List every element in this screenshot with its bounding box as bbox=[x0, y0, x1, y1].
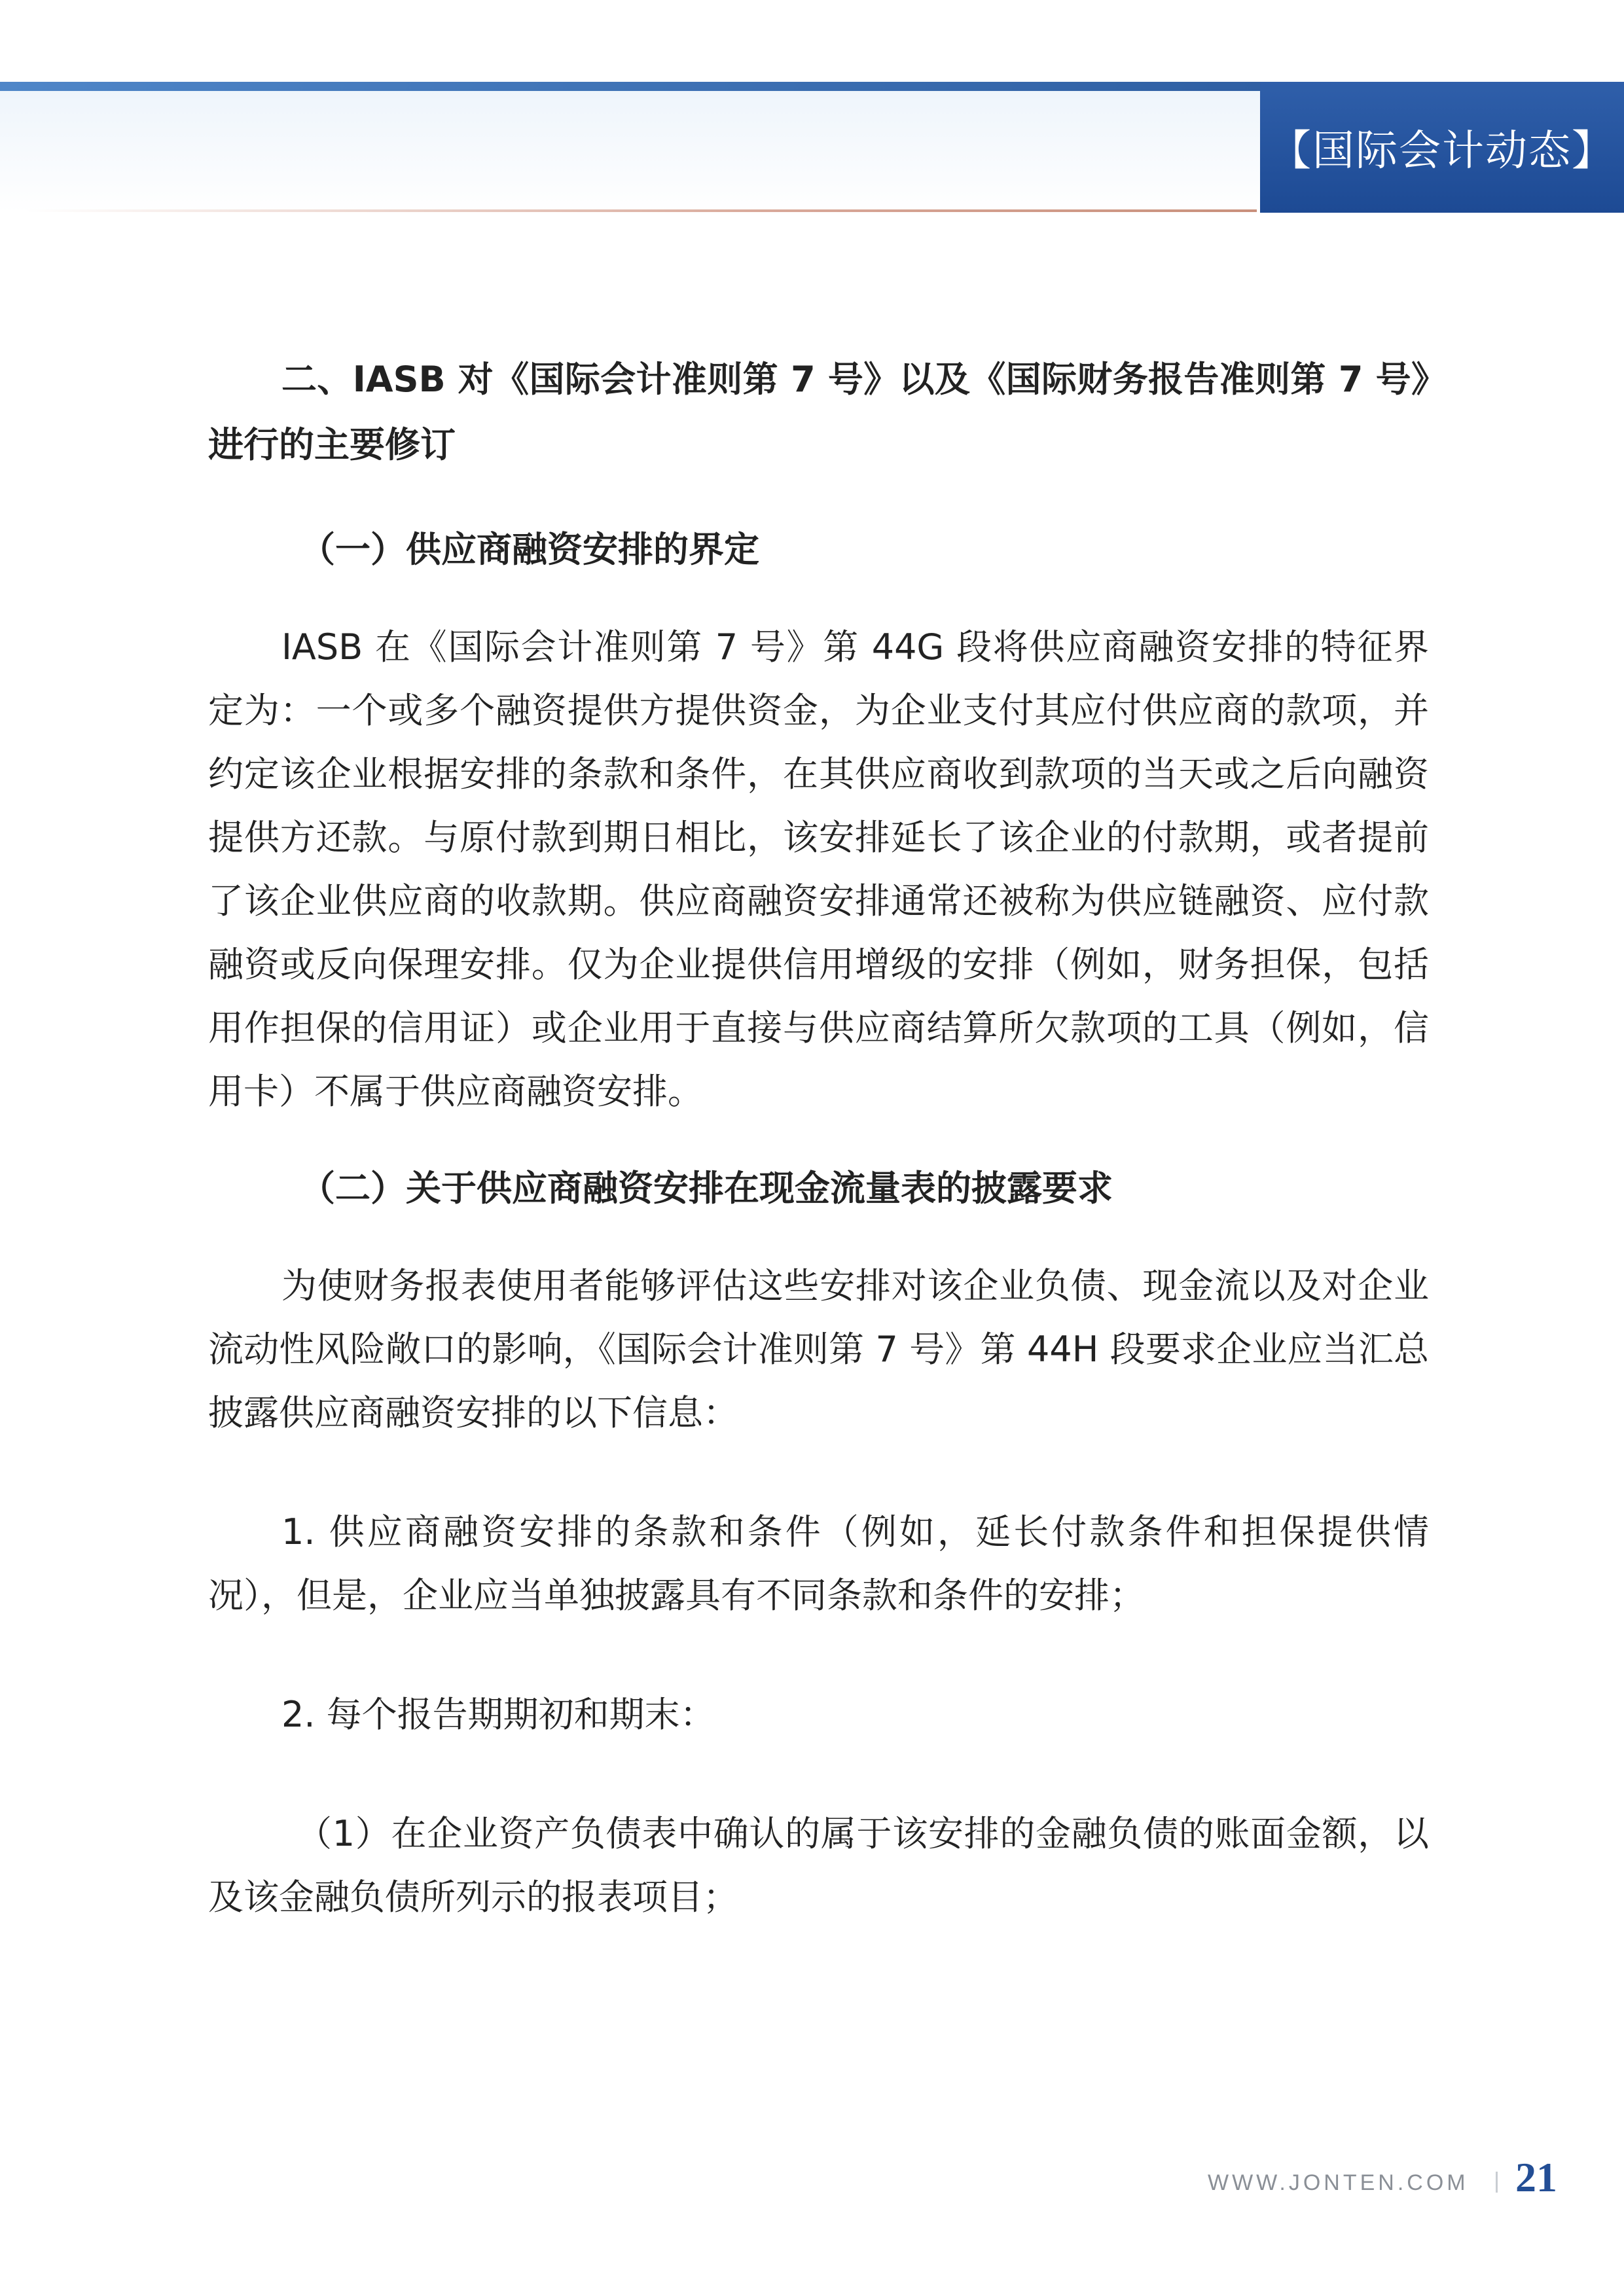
section2-intro: 为使财务报表使用者能够评估这些安排对该企业负债、现金流以及对企业流动性风险敞口的影响，《国际会计准则第 7 号》第 44H 段要求企业应当汇总披露供应商融资安排的以下信息： bbox=[208, 1265, 1429, 1433]
list-item-1: 1. 供应商融资安排的条款和条件（例如，延长付款条件和担保提供情况），但是，企业应当单独披露具有不同条款和条件的安排； bbox=[208, 1511, 1429, 1616]
section1-title: （一）供应商融资安排的界定 bbox=[300, 529, 759, 570]
section-label-box bbox=[1260, 82, 1624, 213]
list-item-2-sub-1: （1）在企业资产负债表中确认的属于该安排的金融负债的账面金额，以及该金融负债所列示的报表项目； bbox=[208, 1813, 1429, 1918]
article-body bbox=[208, 347, 1429, 1929]
article-heading: 二、IASB 对《国际会计准则第 7 号》以及《国际财务报告准则第 7 号》进行的主要修订 bbox=[208, 359, 1429, 465]
footer-separator bbox=[1496, 2172, 1498, 2193]
header-banner bbox=[0, 82, 1260, 213]
header-accent-line bbox=[0, 82, 1260, 91]
footer-website: WWW.JONTEN.COM bbox=[1208, 2170, 1469, 2195]
header-divider bbox=[26, 209, 1257, 212]
section2-title: （二）关于供应商融资安排在现金流量表的披露要求 bbox=[300, 1168, 1113, 1209]
section-label: 【国际会计动态】 bbox=[1269, 127, 1615, 175]
section1-paragraph: IASB 在《国际会计准则第 7 号》第 44G 段将供应商融资安排的特征界定为：一个或多个融资提供方提供资金，为企业支付其应付供应商的款项，并约定该企业根据安排的条款和条件，在其供应商收到款项的当天或之后向融资提供方还款。与原付款到期日相比，该安排延长了该企业的付款期，或者提前了该企业供应商的收款期。供应商融资安排通常还被称为供应链融资、应付款融资或反向保理安排。仅为企业提供信用增级的安排（例如，财务担保，包括用作担保的信用证）或企业用于直接与供应商结算所欠款项的工具（例如，信用卡）不属于供应商融资安排。 bbox=[208, 626, 1429, 1112]
page-number: 21 bbox=[1515, 2154, 1557, 2200]
list-item-2: 2. 每个报告期期初和期末： bbox=[281, 1694, 715, 1735]
